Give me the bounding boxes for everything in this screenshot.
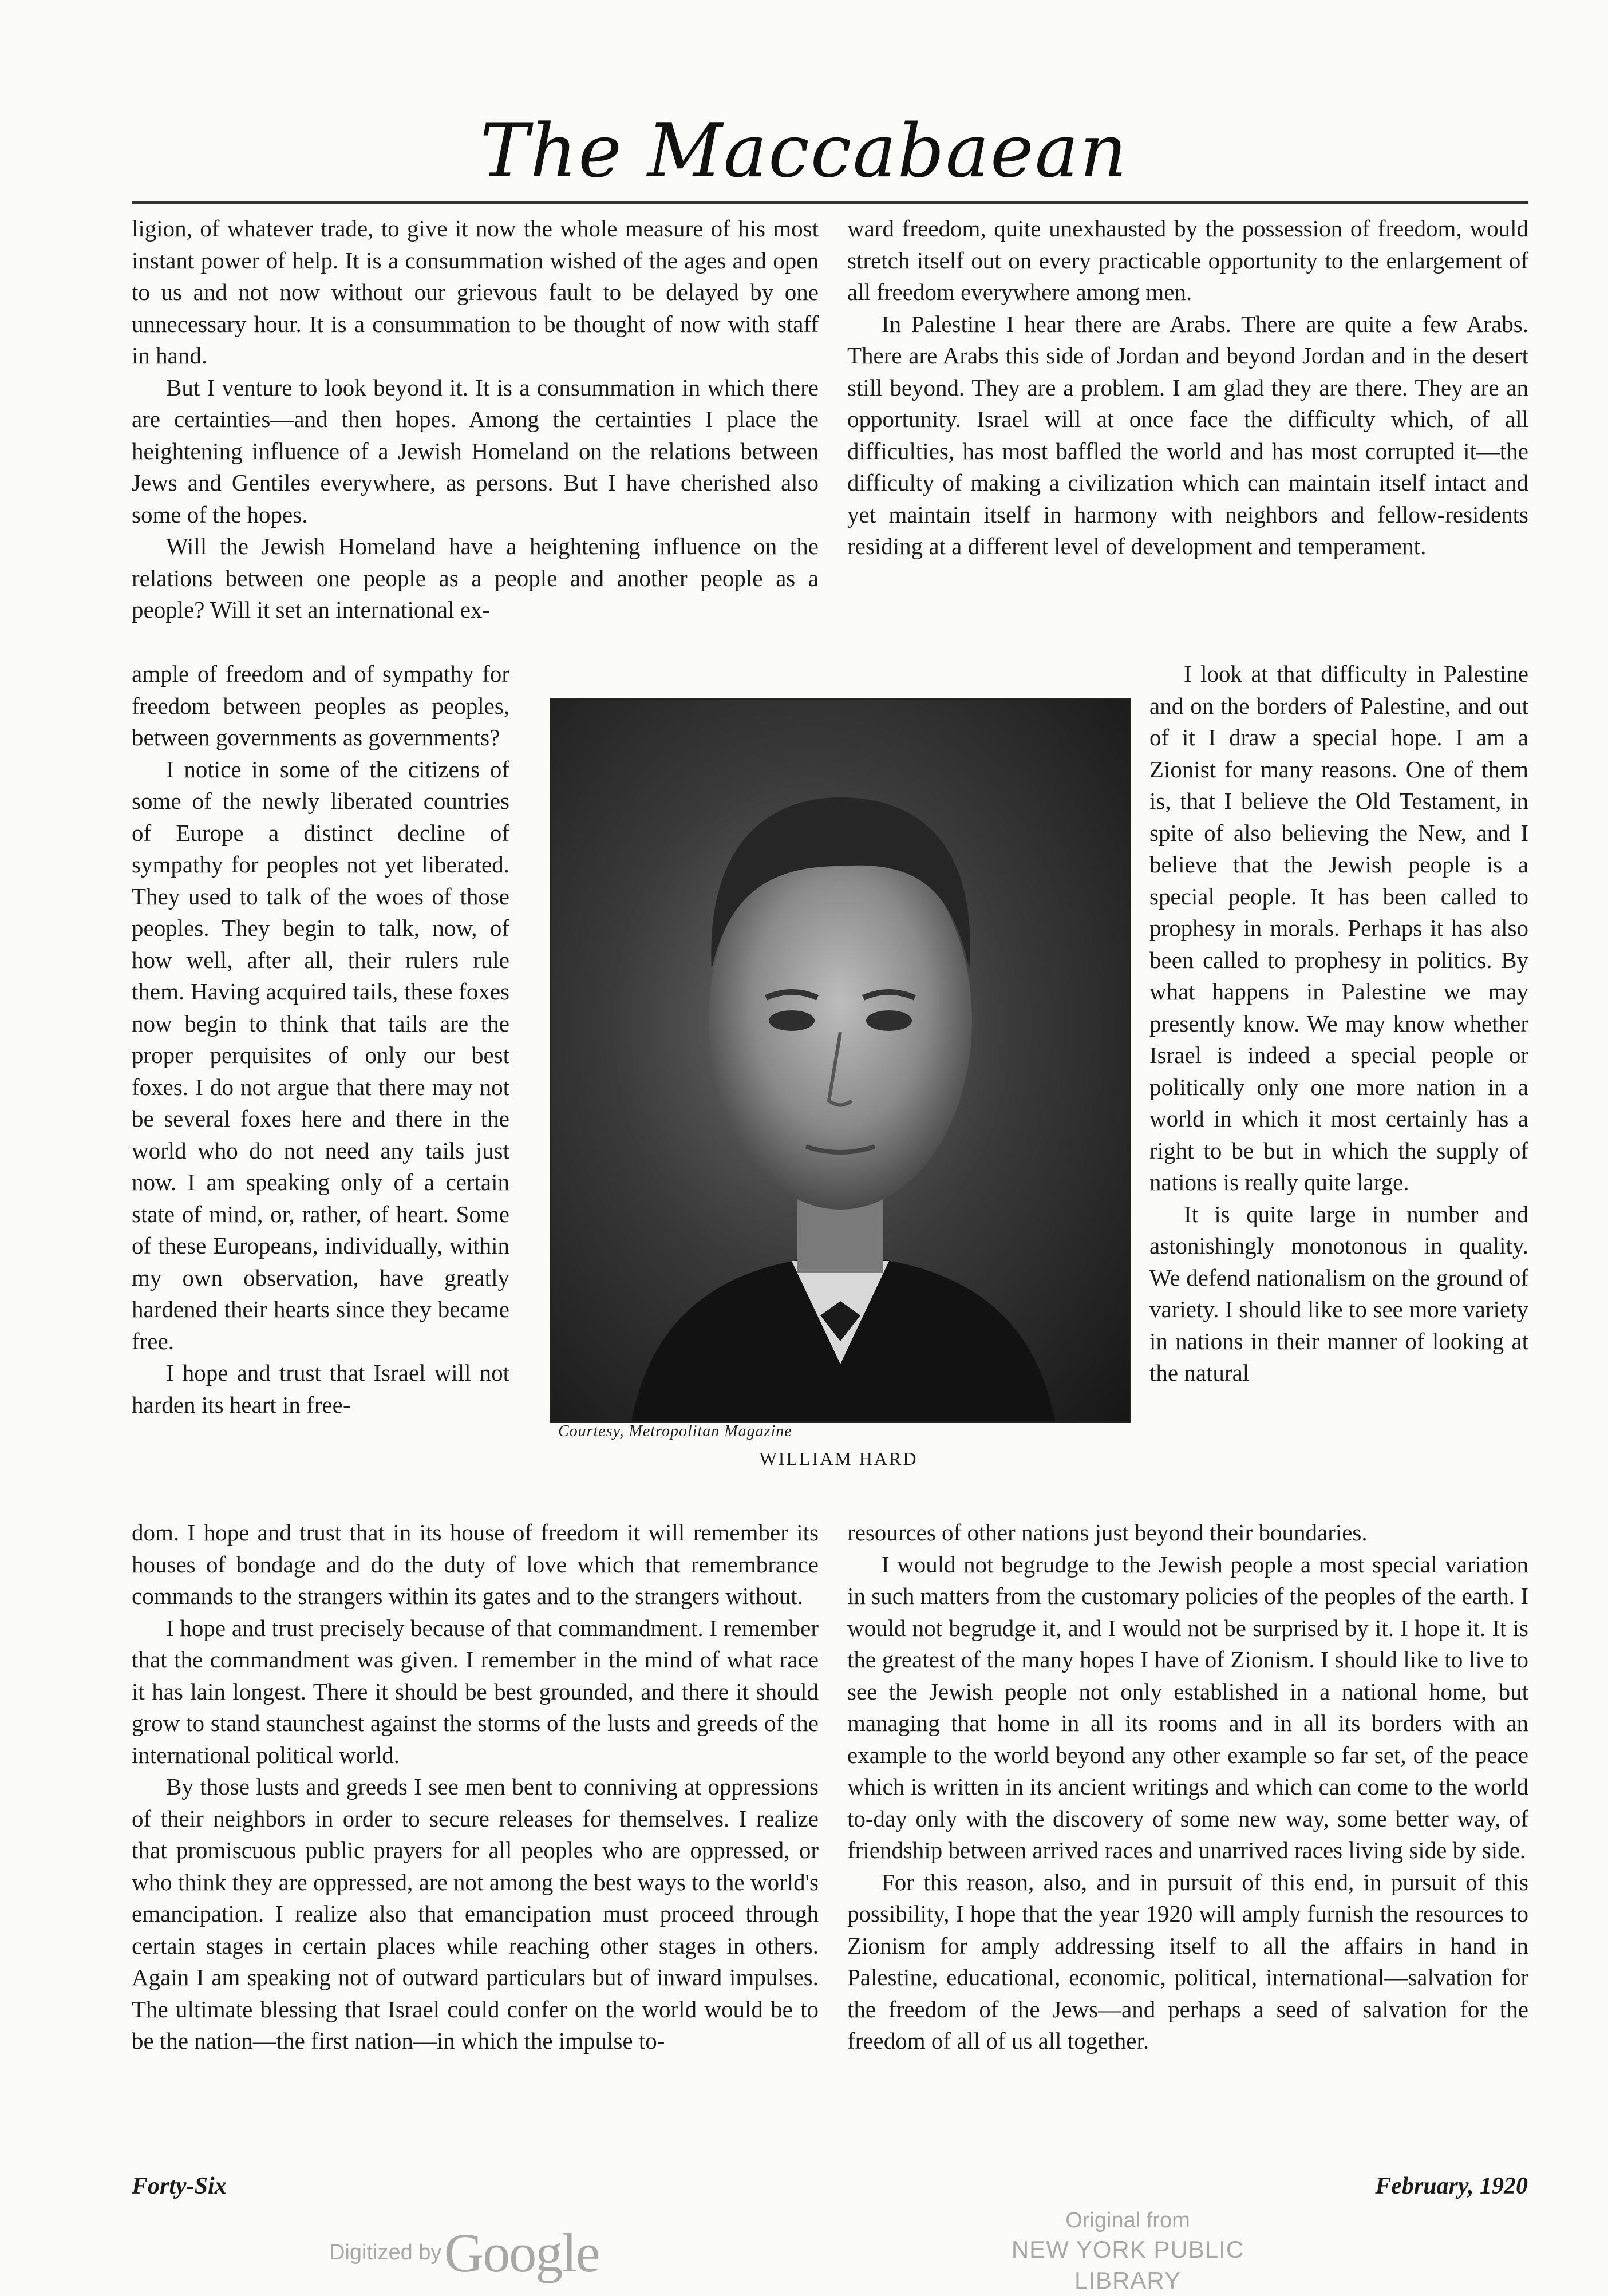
masthead-rule [132,201,1528,204]
left-column-narrow [132,658,509,1421]
left-column-top [132,213,819,626]
paragraph: resources of other nations just beyond their boundaries. [847,1519,1368,1546]
paragraph: It is quite large in number and astonishingly monotonous in quality. We defend nationalism on the ground of variety. I should like to see more variety in nations in their manner of looking at the natural [1149,1200,1528,1386]
digitized-label: Digitized by [329,2240,442,2265]
library-name: NEW YORK PUBLIC LIBRARY [1011,2236,1244,2294]
paragraph: I look at that difficulty in Palestine and on the borders of Palestine, and out of it I draw a special hope. I am a Zionist for many reasons. One of them is, that I believe the Old Testament, in spite of also believing the New, and I believe that the Jewish people is a special people. It has been called to prophesy in morals. Perhaps it has also been called to prophesy in politics. By what happens in Palestine we may presently know. We may know whether Israel is indeed a special people or politically only one more nation in a world in which it most certainly has a right to be but in which the supply of nations is really quite large. [1149,661,1528,1195]
paragraph: In Palestine I hear there are Arabs. There are quite a few Arabs. There are Arabs this side of Jordan and beyond Jordan and in the desert still beyond. They are a problem. I am glad they are there. They are an opportunity. Israel will at once face the difficulty which, of all difficulties, has most baffled the world and has most corrupted it—the difficulty of making a civilization which can maintain itself intact and yet maintain itself in harmony with neighbors and fellow-residents residing at a different level of development and temperament. [847,310,1528,559]
masthead-title: The Maccabaean [480,109,1128,194]
digitized-watermark [329,2221,599,2285]
paragraph: I hope and trust that Israel will not harden its heart in free- [132,1360,509,1418]
paragraph: dom. I hope and trust that in its house of freedom it will remember its houses of bondage and do the duty of love which that remembrance commands to the strangers within its gates and to the strangers without. [132,1519,819,1609]
portrait-figure-icon [551,700,1129,1421]
issue-date: February, 1920 [1375,2173,1528,2199]
paragraph: Will the Jewish Homeland have a heightening influence on the relations between one people as a people and another people as a people? Will it set an international ex- [132,533,819,623]
left-column-bottom [132,1517,819,2057]
portrait-photo [550,698,1131,1423]
right-column-narrow [1149,658,1528,1389]
paragraph: I hope and trust precisely because of that commandment. I remember that the commandment was given. I remember in the mind of what race it has lain longest. There it should be best grounded, and there it should grow to stand staunchest against the storms of the lusts and greeds of the international political world. [132,1614,819,1768]
paragraph: I would not begrudge to the Jewish people a most special variation in such matters from the customary policies of the peoples of the earth. I would not begrudge it, and I would not be surprised by it. I hope it. It is the greatest of the many hopes I have of Zionism. I should like to live to see the Jewish people not only established in a national home, but managing that home in all its rooms and in all its borders with an example to the world beyond any other example so far set, of the peace which is written in its ancient writings and which can come to the world to-day only with the discovery of some new way, some better way, of friendship between arrived races and unarrived races living side by side. [847,1551,1528,1863]
paragraph: But I venture to look beyond it. It is a consummation in which there are certainties—and then hopes. Among the certainties I place the heightening influence of a Jewish Homeland on the relations between Jews and Gentiles everywhere, as persons. But I have cherished also some of the hopes. [132,374,819,528]
right-column-bottom [847,1517,1528,2057]
photo-caption: WILLIAM HARD [759,1448,918,1469]
photo-credit: Courtesy, Metropolitan Magazine [558,1422,792,1440]
library-watermark [956,2207,1299,2296]
right-column-top [847,213,1528,563]
page-number: Forty-Six [132,2173,227,2199]
paragraph: I notice in some of the citizens of some of the newly liberated countries of Europe a distinct decline of sympathy for peoples not yet liberated. They used to talk of the woes of those peoples. They begin to talk, now, of how well, after all, their rulers rule them. Having acquired tails, these foxes now begin to think that tails are the proper perquisites of only our best foxes. I do not argue that there may not be several foxes here and there in the world who do not need any tails just now. I am speaking only of a certain state of mind, or, rather, of heart. Some of these Europeans, individually, within my own observation, have greatly hardened their hearts since they became free. [132,756,509,1354]
paragraph: ample of freedom and of sympathy for freedom between peoples as peoples, between governments as governments? [132,661,509,750]
paragraph: For this reason, also, and in pursuit of this end, in pursuit of this possibility, I hope that the year 1920 will amply furnish the resources to Zionism for amply addressing itself to all the affairs in hand in Palestine, educational, economic, political, international—salvation for the freedom of the Jews—and perhaps a seed of salvation for the freedom of all of us all together. [847,1868,1528,2054]
google-logo: Google [444,2222,599,2283]
paragraph: ward freedom, quite unexhausted by the possession of freedom, would stretch itself out on every practicable opportunity to the enlargement of all freedom everywhere among men. [847,215,1528,305]
paragraph: ligion, of whatever trade, to give it now the whole measure of his most instant power of help. It is a consummation wished of the ages and open to us and not now without our grievous fault to be delayed by one unnecessary hour. It is a consummation to be thought of now with staff in hand. [132,215,819,369]
paragraph: By those lusts and greeds I see men bent to conniving at oppressions of their neighbors in order to secure releases for themselves. I realize that promiscuous public prayers for all peoples who are oppressed, or who think they are oppressed, are not among the best ways to the world's emancipation. I realize also that emancipation must proceed through certain stages in certain places while reaching other stages in others. Again I am speaking not of outward particulars but of inward impulses. The ultimate blessing that Israel could confer on the world would be to be the nation—the first nation—in which the impulse to- [132,1773,819,2054]
original-from-label: Original from [1065,2208,1190,2232]
